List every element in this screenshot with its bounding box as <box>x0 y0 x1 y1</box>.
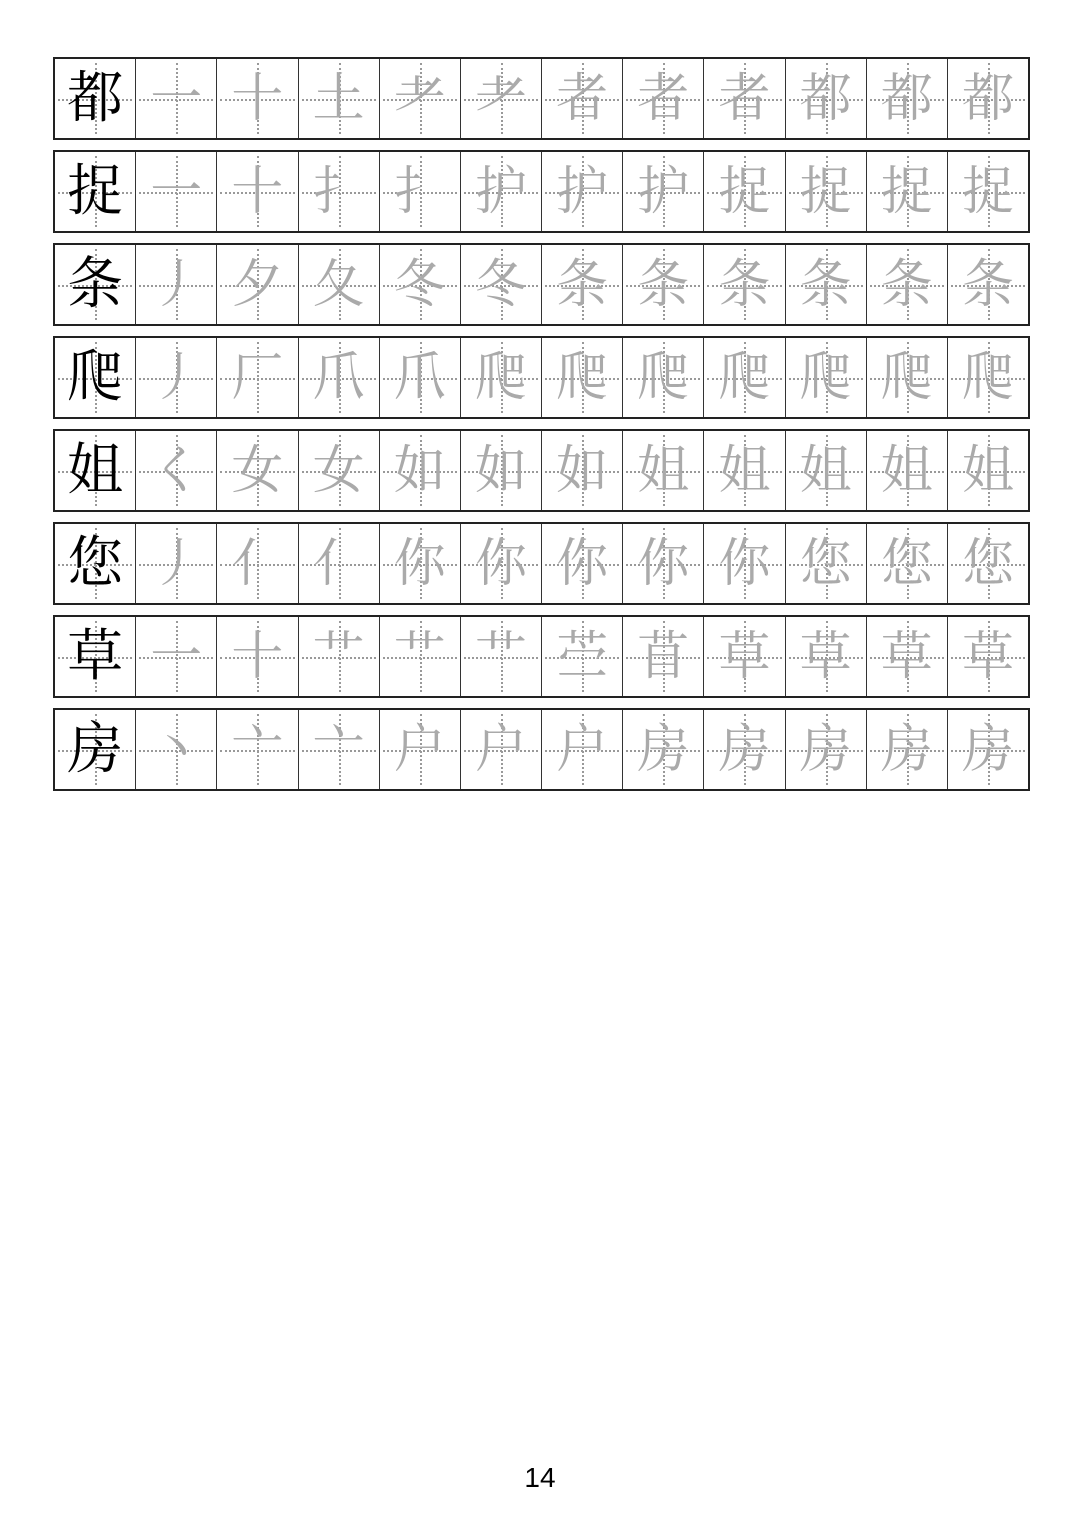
stroke-cell <box>866 617 947 696</box>
stroke-step: 女 <box>312 440 365 501</box>
stroke-cell <box>379 245 460 324</box>
stroke-step: 丶 <box>150 719 203 780</box>
character-row <box>53 150 1030 233</box>
main-character-cell <box>55 152 135 231</box>
stroke-cell <box>947 245 1028 324</box>
stroke-cell <box>703 431 784 510</box>
stroke-cell <box>216 152 297 231</box>
stroke-step: 者 <box>637 68 690 129</box>
stroke-cell <box>298 59 379 138</box>
stroke-cell <box>785 617 866 696</box>
character-row <box>53 57 1030 140</box>
stroke-cell <box>135 152 216 231</box>
character-row <box>53 522 1030 605</box>
main-character-cell <box>55 59 135 138</box>
character-row <box>53 336 1030 419</box>
stroke-cell <box>703 710 784 789</box>
stroke-cell <box>622 617 703 696</box>
stroke-cell <box>947 710 1028 789</box>
stroke-step: 条 <box>718 254 771 315</box>
stroke-step: 冬 <box>393 254 446 315</box>
main-character: 房 <box>67 716 124 782</box>
stroke-step: 爬 <box>880 347 933 408</box>
stroke-step: 如 <box>556 440 609 501</box>
main-character-cell <box>55 710 135 789</box>
stroke-step: 护 <box>474 161 527 222</box>
stroke-cell <box>622 710 703 789</box>
stroke-cell <box>379 617 460 696</box>
main-character: 您 <box>67 530 124 596</box>
stroke-step: 条 <box>880 254 933 315</box>
stroke-cell <box>541 617 622 696</box>
stroke-step: 房 <box>961 719 1014 780</box>
stroke-step: 冬 <box>474 254 527 315</box>
stroke-step: 您 <box>799 533 852 594</box>
stroke-cell <box>622 338 703 417</box>
stroke-step: 耂 <box>474 68 527 129</box>
main-character: 捉 <box>67 158 124 224</box>
stroke-step: 您 <box>880 533 933 594</box>
stroke-cell <box>135 245 216 324</box>
stroke-cell <box>135 617 216 696</box>
stroke-cell <box>947 59 1028 138</box>
main-character: 草 <box>67 623 124 689</box>
stroke-step: 你 <box>393 533 446 594</box>
stroke-step: 都 <box>880 68 933 129</box>
stroke-cell <box>541 245 622 324</box>
stroke-step: 你 <box>718 533 771 594</box>
stroke-cell <box>460 524 541 603</box>
stroke-step: 爬 <box>474 347 527 408</box>
stroke-cell <box>298 245 379 324</box>
stroke-step: 户 <box>474 719 527 780</box>
stroke-step: 房 <box>637 719 690 780</box>
stroke-step: 捉 <box>718 161 771 222</box>
stroke-step: 艹 <box>312 626 365 687</box>
stroke-step: 十 <box>231 626 284 687</box>
stroke-step: 你 <box>556 533 609 594</box>
character-row <box>53 243 1030 326</box>
stroke-cell <box>135 524 216 603</box>
stroke-cell <box>460 152 541 231</box>
stroke-step: 草 <box>880 626 933 687</box>
stroke-cell <box>785 245 866 324</box>
stroke-cell <box>703 338 784 417</box>
main-character: 都 <box>67 65 124 131</box>
main-character: 姐 <box>67 437 124 503</box>
stroke-cell <box>135 431 216 510</box>
stroke-step: 丿 <box>150 533 203 594</box>
stroke-cell <box>460 617 541 696</box>
stroke-step: 亻 <box>231 533 284 594</box>
stroke-step: 爪 <box>393 347 446 408</box>
main-character-cell <box>55 431 135 510</box>
stroke-step: 爬 <box>799 347 852 408</box>
stroke-step: 者 <box>718 68 771 129</box>
stroke-step: 户 <box>556 719 609 780</box>
page-number: 14 <box>524 1462 556 1493</box>
stroke-step: 你 <box>474 533 527 594</box>
stroke-step: 如 <box>474 440 527 501</box>
stroke-step: 护 <box>556 161 609 222</box>
stroke-cell <box>785 59 866 138</box>
stroke-cell <box>866 338 947 417</box>
stroke-step: 姐 <box>718 440 771 501</box>
stroke-step: 一 <box>150 161 203 222</box>
main-character-cell <box>55 524 135 603</box>
stroke-step: 你 <box>637 533 690 594</box>
stroke-step: 草 <box>718 626 771 687</box>
stroke-cell <box>216 617 297 696</box>
stroke-step: 捉 <box>961 161 1014 222</box>
stroke-step: 一 <box>150 68 203 129</box>
main-character-cell <box>55 617 135 696</box>
stroke-cell <box>298 524 379 603</box>
stroke-cell <box>298 338 379 417</box>
character-row <box>53 615 1030 698</box>
stroke-cell <box>379 338 460 417</box>
stroke-step: 房 <box>799 719 852 780</box>
stroke-step: 如 <box>393 440 446 501</box>
stroke-step: 十 <box>231 68 284 129</box>
stroke-cell <box>216 245 297 324</box>
stroke-cell <box>541 710 622 789</box>
main-character: 爬 <box>67 344 124 410</box>
stroke-cell <box>622 152 703 231</box>
stroke-step: 捉 <box>880 161 933 222</box>
stroke-cell <box>622 245 703 324</box>
stroke-step: 苎 <box>556 626 609 687</box>
stroke-cell <box>216 524 297 603</box>
stroke-cell <box>785 710 866 789</box>
stroke-cell <box>216 710 297 789</box>
stroke-step: 夂 <box>312 254 365 315</box>
stroke-cell <box>541 338 622 417</box>
stroke-cell <box>460 338 541 417</box>
stroke-step: 丿 <box>150 254 203 315</box>
stroke-cell <box>622 524 703 603</box>
stroke-step: 厂 <box>231 347 284 408</box>
stroke-cell <box>379 431 460 510</box>
practice-grid <box>53 57 1030 801</box>
stroke-step: 房 <box>718 719 771 780</box>
stroke-step: 夕 <box>231 254 284 315</box>
stroke-cell <box>866 152 947 231</box>
stroke-cell <box>703 524 784 603</box>
stroke-cell <box>866 710 947 789</box>
stroke-step: 者 <box>556 68 609 129</box>
stroke-cell <box>298 431 379 510</box>
stroke-step: 亠 <box>231 719 284 780</box>
stroke-cell <box>541 152 622 231</box>
stroke-step: 条 <box>556 254 609 315</box>
stroke-step: 亻 <box>312 533 365 594</box>
stroke-cell <box>460 245 541 324</box>
stroke-step: 都 <box>799 68 852 129</box>
stroke-step: 草 <box>799 626 852 687</box>
stroke-cell <box>785 524 866 603</box>
stroke-cell <box>216 59 297 138</box>
stroke-cell <box>379 152 460 231</box>
stroke-cell <box>866 431 947 510</box>
stroke-step: 爬 <box>637 347 690 408</box>
stroke-step: 扌 <box>393 161 446 222</box>
stroke-step: 丿 <box>150 347 203 408</box>
stroke-cell <box>541 524 622 603</box>
stroke-step: 姐 <box>637 440 690 501</box>
stroke-step: 护 <box>637 161 690 222</box>
stroke-cell <box>298 152 379 231</box>
character-row <box>53 429 1030 512</box>
stroke-cell <box>947 152 1028 231</box>
stroke-step: 扌 <box>312 161 365 222</box>
stroke-cell <box>541 431 622 510</box>
stroke-cell <box>298 617 379 696</box>
stroke-cell <box>703 152 784 231</box>
stroke-cell <box>541 59 622 138</box>
stroke-cell <box>785 338 866 417</box>
stroke-step: 爬 <box>556 347 609 408</box>
stroke-step: 草 <box>961 626 1014 687</box>
stroke-step: 艹 <box>474 626 527 687</box>
stroke-cell <box>947 524 1028 603</box>
stroke-step: 姐 <box>961 440 1014 501</box>
stroke-cell <box>703 59 784 138</box>
stroke-cell <box>135 59 216 138</box>
stroke-step: 爪 <box>312 347 365 408</box>
stroke-step: 条 <box>799 254 852 315</box>
stroke-cell <box>947 338 1028 417</box>
stroke-cell <box>379 710 460 789</box>
stroke-step: 十 <box>231 161 284 222</box>
stroke-step: 耂 <box>393 68 446 129</box>
stroke-step: 姐 <box>799 440 852 501</box>
stroke-cell <box>216 431 297 510</box>
stroke-cell <box>947 617 1028 696</box>
stroke-cell <box>866 245 947 324</box>
main-character: 条 <box>67 251 124 317</box>
stroke-step: 捉 <box>799 161 852 222</box>
stroke-step: 亠 <box>312 719 365 780</box>
stroke-step: 条 <box>961 254 1014 315</box>
stroke-step: 都 <box>961 68 1014 129</box>
stroke-cell <box>135 710 216 789</box>
stroke-cell <box>460 59 541 138</box>
stroke-step: 一 <box>150 626 203 687</box>
stroke-step: 土 <box>312 68 365 129</box>
stroke-cell <box>703 245 784 324</box>
stroke-step: 艹 <box>393 626 446 687</box>
stroke-cell <box>785 431 866 510</box>
stroke-step: 苜 <box>637 626 690 687</box>
stroke-step: く <box>150 440 203 501</box>
stroke-cell <box>460 431 541 510</box>
stroke-cell <box>379 59 460 138</box>
stroke-cell <box>379 524 460 603</box>
main-character-cell <box>55 338 135 417</box>
stroke-cell <box>622 59 703 138</box>
stroke-cell <box>947 431 1028 510</box>
character-row <box>53 708 1030 791</box>
stroke-cell <box>135 338 216 417</box>
stroke-cell <box>622 431 703 510</box>
stroke-step: 爬 <box>961 347 1014 408</box>
stroke-cell <box>866 59 947 138</box>
stroke-step: 条 <box>637 254 690 315</box>
stroke-cell <box>703 617 784 696</box>
stroke-step: 户 <box>393 719 446 780</box>
stroke-step: 女 <box>231 440 284 501</box>
stroke-step: 爬 <box>718 347 771 408</box>
stroke-cell <box>785 152 866 231</box>
stroke-step: 房 <box>880 719 933 780</box>
stroke-step: 姐 <box>880 440 933 501</box>
main-character-cell <box>55 245 135 324</box>
stroke-step: 您 <box>961 533 1014 594</box>
stroke-cell <box>460 710 541 789</box>
stroke-cell <box>866 524 947 603</box>
stroke-cell <box>298 710 379 789</box>
stroke-cell <box>216 338 297 417</box>
